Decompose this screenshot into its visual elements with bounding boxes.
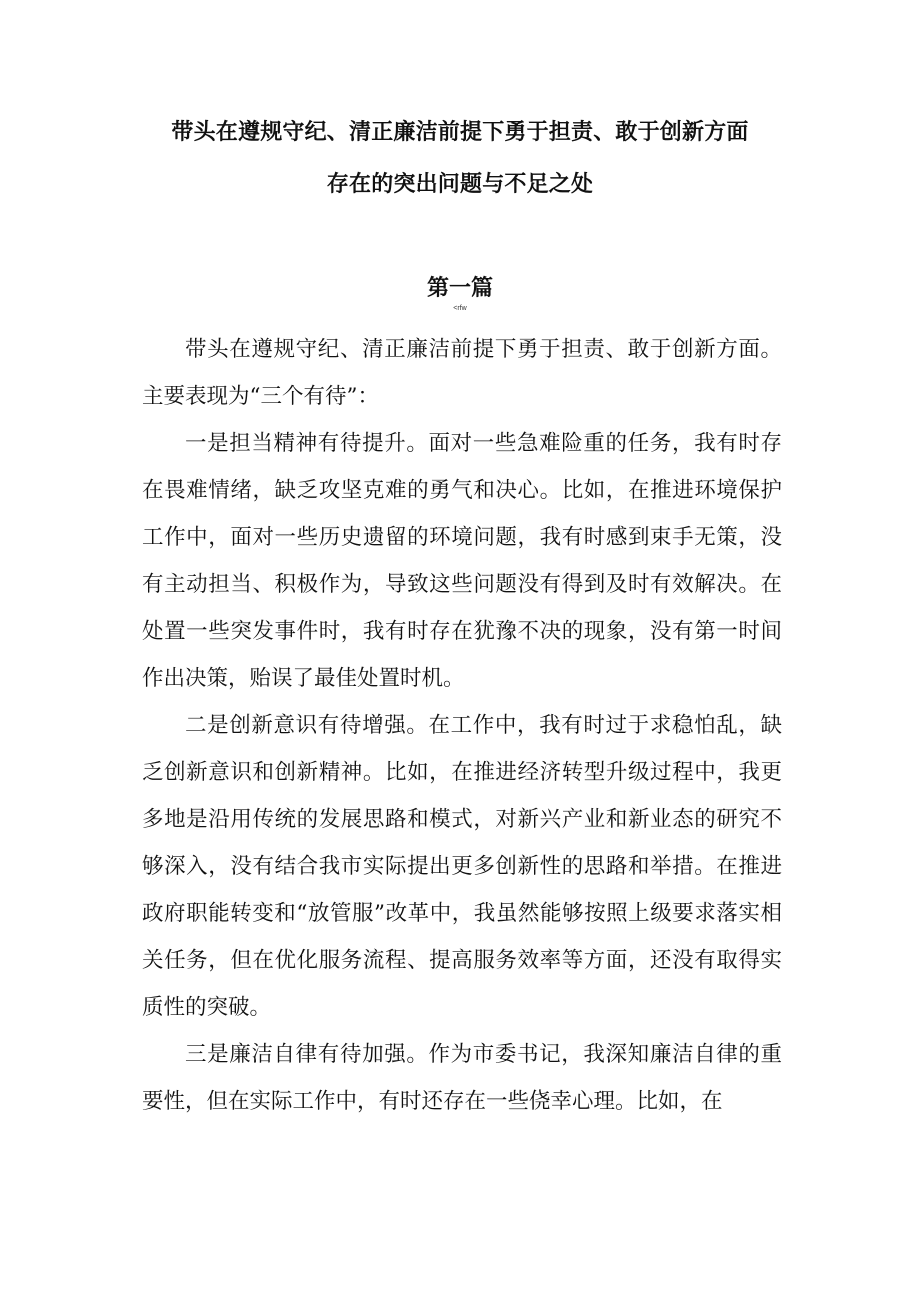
tiny-mark: <rfw	[453, 305, 467, 312]
document-title-line-1: 带头在遵规守纪、清正廉洁前提下勇于担责、敢于创新方面	[171, 120, 749, 145]
paragraph-point-3: 三是廉洁自律有待加强。作为市委书记，我深知廉洁自律的重要性，但在实际工作中，有时还存在一些侥幸心理。比如，在	[142, 1042, 782, 1114]
document-title-line-2: 存在的突出问题与不足之处	[326, 172, 594, 197]
paragraph-intro: 带头在遵规守纪、清正廉洁前提下勇于担责、敢于创新方面。主要表现为“三个有待”：	[142, 337, 782, 409]
paragraph-point-2: 二是创新意识有待增强。在工作中，我有时过于求稳怕乱，缺乏创新意识和创新精神。比如，在推进经济转型升级过程中，我更多地是沿用传统的发展思路和模式，对新兴产业和新业态的研究不够深入，没有结合我市实际提出更多创新性的思路和举措。在推进政府职能转变和“放管服”改革中，我虽然能够按照上级要求落实相关任务，但在优化服务流程、提高服务效率等方面，还没有取得实质性的突破。	[142, 713, 782, 1020]
section-title: 第一篇	[426, 276, 493, 301]
body-text	[142, 326, 782, 1125]
paragraph-point-1: 一是担当精神有待提升。面对一些急难险重的任务，我有时存在畏难情绪，缺乏攻坚克难的勇气和决心。比如，在推进环境保护工作中，面对一些历史遗留的环境问题，我有时感到束手无策，没有主动担当、积极作为，导致这些问题没有得到及时有效解决。在处置一些突发事件时，我有时存在犹豫不决的现象，没有第一时间作出决策，贻误了最佳处置时机。	[142, 431, 782, 691]
